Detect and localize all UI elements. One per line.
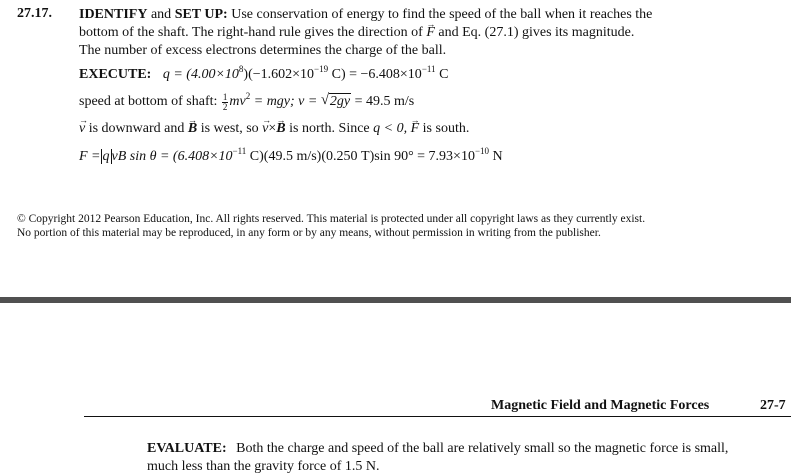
identify-text-1: Use conservation of energy to find the speed of the ball when it reaches the — [231, 7, 653, 22]
problem-number: 27.17. — [17, 6, 52, 21]
speed-label: speed at bottom of shaft: — [79, 94, 218, 109]
direction-line: → v is downward and → B is west, so → v×→ B is north. Since q < 0, → F is south. — [79, 120, 469, 138]
velocity-vector-symbol: → v — [79, 120, 85, 138]
identify-text-2b: and Eq. (27.1) gives its magnitude. — [438, 25, 635, 40]
evaluate-line-2: much less than the gravity force of 1.5 N. — [147, 459, 380, 474]
evaluate-label: EVALUATE: — [147, 441, 227, 456]
half-fraction: $\frac{1}{2}$ — [222, 92, 228, 112]
speed-eq-a: mv — [229, 94, 246, 109]
speed-line: speed at bottom of shaft: $\frac{1}{2}$ $mv^2$ = mgy; v = √ 2gy = 49.5 m/s — [79, 91, 415, 112]
running-header: Magnetic Field and Magnetic Forces — [491, 398, 710, 413]
evaluate-line-1 — [147, 440, 728, 458]
identify-line-3: The number of excess electrons determines the charge of the ball. — [79, 43, 447, 58]
force-equation: F = q vB $\sin \theta = (6.408\times 10^{-11}$ C)(49.5 m/s)(0.250 T)sin $90^\circ = 7.93\times 10^{-10}$ N — [79, 146, 503, 164]
sqrt-expression: √ 2gy — [320, 92, 351, 109]
identify-text-2a: bottom of the shaft. The right-hand rule gives the direction of — [79, 25, 423, 40]
page-number: 27-7 — [760, 398, 786, 413]
execute-line — [79, 66, 448, 84]
force-vector-symbol: → F — [426, 24, 435, 42]
identify-line-2 — [79, 24, 634, 42]
identify-line-1 — [79, 6, 652, 24]
header-rule — [84, 416, 791, 417]
copyright-line-1: © Copyright 2012 Pearson Education, Inc. All rights reserved. This material is protected under all copyright laws as they currently exist. — [17, 213, 646, 225]
field-vector-symbol: → B — [188, 120, 197, 138]
and-text: and — [150, 7, 172, 22]
setup-label: SET UP: — [174, 7, 228, 22]
charge-equation: $q = (4.00\times 10^8)(-1.602\times 10^{-19}$ $C) = -6.408\times 10^{-11}$ C — [162, 64, 449, 82]
page-divider — [0, 297, 791, 303]
speed-eq-b: = mgy; v = — [250, 94, 318, 109]
execute-label: EXECUTE: — [79, 67, 152, 82]
copyright-line-2: No portion of this material may be reproduced, in any form or by any means, without permission in writing from the publisher. — [17, 227, 601, 239]
abs-q: q — [102, 149, 110, 164]
evaluate-text-1: Both the charge and speed of the ball are relatively small so the magnetic force is small, — [236, 441, 729, 456]
speed-result: = 49.5 m/s — [351, 94, 415, 109]
identify-label: IDENTIFY — [79, 7, 148, 22]
